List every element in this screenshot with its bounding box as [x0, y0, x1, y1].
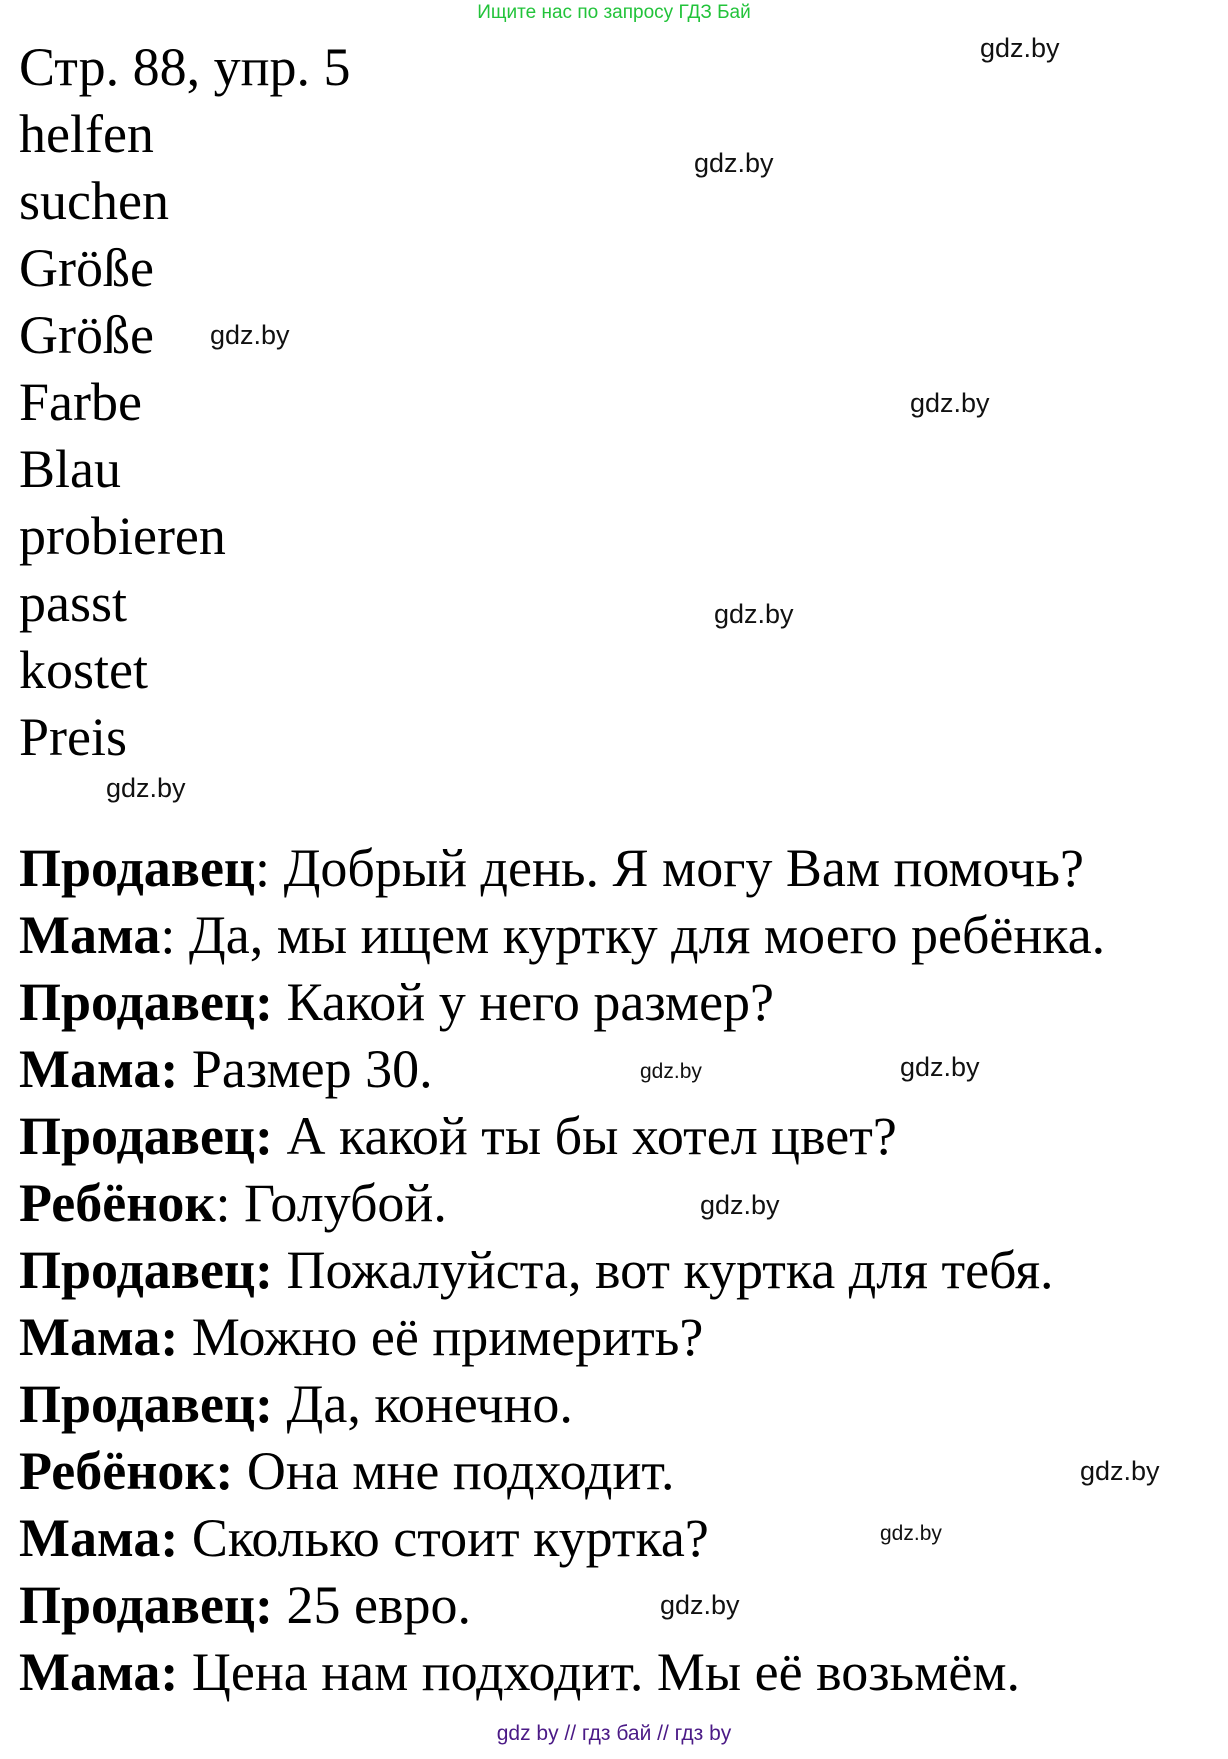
- separator: [273, 1575, 287, 1635]
- separator: [178, 1307, 192, 1367]
- speaker: Продавец:: [19, 1240, 274, 1300]
- separator: [273, 1374, 287, 1434]
- watermark: gdz.by: [694, 148, 774, 178]
- separator: [233, 1441, 247, 1501]
- vocab-word: helfen: [19, 104, 154, 164]
- line-text: Какой у него размер?: [286, 972, 775, 1032]
- separator: [273, 972, 287, 1032]
- speaker: Продавец: [19, 838, 256, 898]
- speaker: Ребёнок: [19, 1173, 216, 1233]
- watermark: gdz.by: [106, 773, 186, 803]
- page-title: Стр. 88, упр. 5: [19, 37, 351, 97]
- dialogue-line: [19, 1308, 703, 1366]
- line-text: Голубой.: [243, 1173, 447, 1233]
- vocab-word: passt: [19, 573, 127, 633]
- separator: [178, 1642, 192, 1702]
- watermark: gdz.by: [980, 33, 1060, 63]
- dialogue-line: [19, 906, 1105, 964]
- vocab-word: Größe: [19, 305, 154, 365]
- speaker: Ребёнок:: [19, 1441, 234, 1501]
- dialogue-line: [19, 839, 1084, 897]
- separator: [178, 1039, 192, 1099]
- line-text: Да, мы ищем куртку для моего ребёнка.: [188, 905, 1106, 965]
- separator: :: [255, 838, 284, 898]
- vocab-word: Größe: [19, 238, 154, 298]
- vocab-word: suchen: [19, 171, 169, 231]
- line-text: Сколько стоит куртка?: [191, 1508, 709, 1568]
- dialogue-line: [19, 1643, 1020, 1701]
- watermark: gdz.by: [210, 320, 290, 350]
- dialogue-line: [19, 1576, 471, 1634]
- line-text: Да, конечно.: [286, 1374, 573, 1434]
- dialogue-line: [19, 1442, 674, 1500]
- footer-watermark: gdz by // гдз бай // гдз by: [496, 1722, 732, 1745]
- vocab-word: Preis: [19, 707, 127, 767]
- dialogue-line: [19, 973, 774, 1031]
- dialogue-line: [19, 1509, 709, 1567]
- speaker: Мама:: [19, 1039, 179, 1099]
- vocab-word: probieren: [19, 506, 226, 566]
- watermark: gdz.by: [880, 1522, 942, 1545]
- line-text: Добрый день. Я могу Вам помочь?: [283, 838, 1084, 898]
- line-text: Размер 30.: [191, 1039, 433, 1099]
- watermark: gdz.by: [700, 1190, 780, 1220]
- vocab-word: Farbe: [19, 372, 142, 432]
- line-text: Она мне подходит.: [246, 1441, 675, 1501]
- watermark: gdz.by: [640, 1060, 702, 1083]
- vocab-word: Blau: [19, 439, 121, 499]
- watermark: gdz.by: [900, 1052, 980, 1082]
- separator: [178, 1508, 192, 1568]
- speaker: Мама: [19, 905, 161, 965]
- watermark: gdz.by: [714, 599, 794, 629]
- speaker: Продавец:: [19, 1106, 274, 1166]
- separator: :: [160, 905, 189, 965]
- watermark: gdz.by: [1080, 1456, 1160, 1486]
- line-text: Цена нам подходит. Мы её возьмём.: [191, 1642, 1020, 1702]
- line-text: А какой ты бы хотел цвет?: [286, 1106, 897, 1166]
- watermark: gdz.by: [660, 1590, 740, 1620]
- watermark: gdz.by: [910, 388, 990, 418]
- vocab-word: kostet: [19, 640, 148, 700]
- dialogue-line: [19, 1040, 433, 1098]
- speaker: Мама:: [19, 1307, 179, 1367]
- speaker: Продавец:: [19, 1374, 274, 1434]
- dialogue-line: [19, 1375, 573, 1433]
- separator: [273, 1106, 287, 1166]
- speaker: Мама:: [19, 1642, 179, 1702]
- speaker: Продавец:: [19, 1575, 274, 1635]
- line-text: 25 евро.: [286, 1575, 471, 1635]
- speaker: Мама:: [19, 1508, 179, 1568]
- separator: [273, 1240, 287, 1300]
- dialogue-line: [19, 1107, 897, 1165]
- dialogue-line: [19, 1174, 447, 1232]
- dialogue-line: [19, 1241, 1054, 1299]
- separator: :: [215, 1173, 244, 1233]
- line-text: Пожалуйста, вот куртка для тебя.: [286, 1240, 1054, 1300]
- search-banner: Ищите нас по запросу ГДЗ Бай: [477, 2, 751, 23]
- line-text: Можно её примерить?: [191, 1307, 704, 1367]
- speaker: Продавец:: [19, 972, 274, 1032]
